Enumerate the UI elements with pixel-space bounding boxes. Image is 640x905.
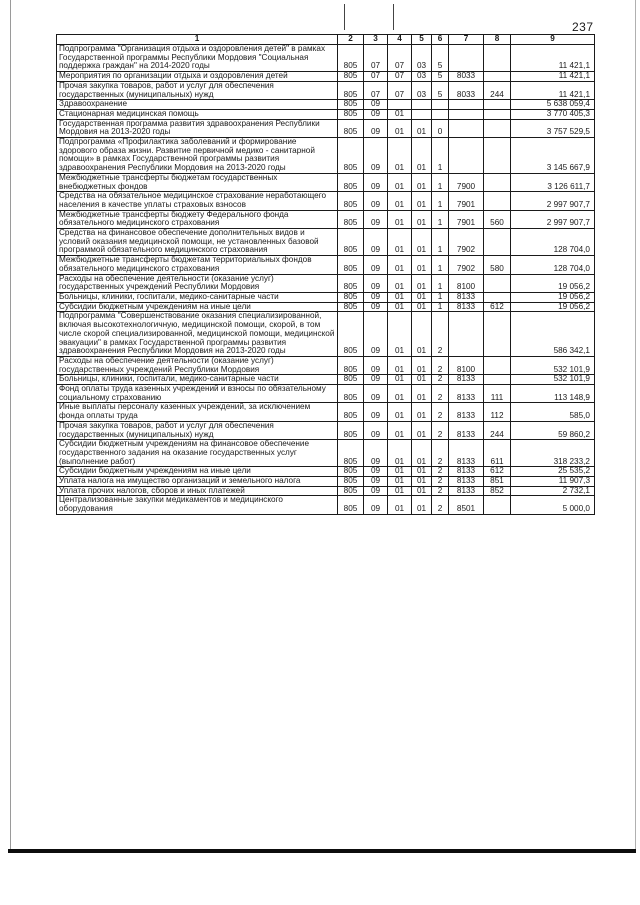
section-cell: 09 — [364, 109, 388, 119]
amount-cell: 128 704,0 — [511, 256, 595, 274]
expense-type-cell — [484, 138, 511, 174]
target-article-cell: 8133 — [449, 421, 484, 439]
admin-code-cell: 805 — [338, 375, 364, 385]
expense-type-cell — [484, 72, 511, 82]
table-row — [57, 385, 595, 403]
row-name-cell: Подпрограмма «Профилактика заболеваний и формирование здорового образа жизни. Развитие первичной медико - санитарной помощи» в рамках Государственной программы развития здравоохранения Республики Мордовия на 2013-2020 годы — [57, 138, 338, 174]
table-row — [57, 100, 595, 110]
section-cell: 09 — [364, 496, 388, 514]
expense-type-cell — [484, 100, 511, 110]
header-cell: 6 — [432, 35, 449, 45]
subsection-cell: 01 — [388, 302, 412, 312]
amount-cell: 2 997 907,7 — [511, 192, 595, 210]
subsection-cell: 01 — [388, 119, 412, 137]
row-name-cell: Здравоохранение — [57, 100, 338, 110]
subsection-cell — [388, 100, 412, 110]
expense-type-cell — [484, 375, 511, 385]
admin-code-cell: 805 — [338, 81, 364, 99]
subprogram-cell: 1 — [432, 210, 449, 228]
subprogram-cell: 1 — [432, 173, 449, 191]
amount-cell: 585,0 — [511, 403, 595, 421]
section-cell: 09 — [364, 421, 388, 439]
subsection-cell: 01 — [388, 274, 412, 292]
admin-code-cell: 805 — [338, 138, 364, 174]
table-row — [57, 403, 595, 421]
section-cell: 09 — [364, 385, 388, 403]
section-cell: 09 — [364, 312, 388, 357]
table-row — [57, 274, 595, 292]
target-article-cell: 8100 — [449, 356, 484, 374]
subprogram-cell: 5 — [432, 72, 449, 82]
header-cell: 2 — [338, 35, 364, 45]
program-cell: 01 — [412, 292, 432, 302]
subsection-cell: 01 — [388, 385, 412, 403]
row-name-cell: Подпрограмма "Совершенствование оказания специализированной, включая высокотехнологичную, медицинской помощи, скорой, в том числе скорой специализированной, медицинской помощи, медицинской эвакуации" в рамках Государственной программы развития здравоохранения Республики Мордовия на 2013-2020 годы — [57, 312, 338, 357]
binding-mark-left — [344, 4, 345, 30]
row-name-cell: Государственная программа развития здравоохранения Республики Мордовия на 2013-2020 годы — [57, 119, 338, 137]
table-row — [57, 292, 595, 302]
page-number: 237 — [572, 20, 594, 34]
amount-cell: 19 056,2 — [511, 274, 595, 292]
amount-cell: 3 757 529,5 — [511, 119, 595, 137]
admin-code-cell: 805 — [338, 45, 364, 72]
table-row — [57, 421, 595, 439]
admin-code-cell: 805 — [338, 210, 364, 228]
expense-type-cell: 851 — [484, 477, 511, 487]
row-name-cell: Расходы на обеспечение деятельности (оказание услуг) государственных учреждений Республики Мордовия — [57, 274, 338, 292]
row-name-cell: Уплата прочих налогов, сборов и иных платежей — [57, 486, 338, 496]
section-cell: 07 — [364, 81, 388, 99]
subsection-cell: 01 — [388, 312, 412, 357]
admin-code-cell: 805 — [338, 440, 364, 467]
section-cell: 09 — [364, 440, 388, 467]
row-name-cell: Мероприятия по организации отдыха и оздоровления детей — [57, 72, 338, 82]
subprogram-cell: 2 — [432, 496, 449, 514]
section-cell: 09 — [364, 375, 388, 385]
row-name-cell: Расходы на обеспечение деятельности (оказание услуг) государственных учреждений Республики Мордовия — [57, 356, 338, 374]
admin-code-cell: 805 — [338, 302, 364, 312]
admin-code-cell: 805 — [338, 119, 364, 137]
amount-cell: 25 535,2 — [511, 467, 595, 477]
subprogram-cell: 5 — [432, 81, 449, 99]
section-cell: 09 — [364, 302, 388, 312]
row-name-cell: Подпрограмма "Организация отдыха и оздоровления детей" в рамках Государственной программы Республики Мордовия "Социальная поддержка граждан" на 2014-2020 годы — [57, 45, 338, 72]
row-name-cell: Прочая закупка товаров, работ и услуг для обеспечения государственных (муниципальных) нужд — [57, 421, 338, 439]
subsection-cell: 07 — [388, 72, 412, 82]
section-cell: 09 — [364, 292, 388, 302]
target-article-cell: 7902 — [449, 229, 484, 256]
amount-cell: 11 421,1 — [511, 81, 595, 99]
target-article-cell — [449, 45, 484, 72]
scan-edge-right — [635, 0, 636, 850]
program-cell: 01 — [412, 312, 432, 357]
expense-type-cell: 111 — [484, 385, 511, 403]
program-cell: 01 — [412, 302, 432, 312]
admin-code-cell: 805 — [338, 274, 364, 292]
table-row — [57, 440, 595, 467]
subsection-cell: 01 — [388, 192, 412, 210]
expense-type-cell: 244 — [484, 81, 511, 99]
subprogram-cell: 1 — [432, 256, 449, 274]
table-row — [57, 119, 595, 137]
header-cell: 3 — [364, 35, 388, 45]
section-cell: 09 — [364, 403, 388, 421]
table-row — [57, 477, 595, 487]
table-row — [57, 45, 595, 72]
program-cell — [412, 109, 432, 119]
subprogram-cell: 5 — [432, 45, 449, 72]
admin-code-cell: 805 — [338, 192, 364, 210]
program-cell: 01 — [412, 356, 432, 374]
subsection-cell: 07 — [388, 81, 412, 99]
admin-code-cell: 805 — [338, 486, 364, 496]
subsection-cell: 01 — [388, 496, 412, 514]
target-article-cell: 8033 — [449, 72, 484, 82]
row-name-cell: Больницы, клиники, госпитали, медико-санитарные части — [57, 375, 338, 385]
expense-type-cell — [484, 274, 511, 292]
admin-code-cell: 805 — [338, 292, 364, 302]
program-cell: 01 — [412, 192, 432, 210]
admin-code-cell: 805 — [338, 356, 364, 374]
expense-type-cell — [484, 229, 511, 256]
subsection-cell: 01 — [388, 256, 412, 274]
program-cell: 01 — [412, 440, 432, 467]
budget-table — [56, 34, 595, 515]
subprogram-cell: 1 — [432, 292, 449, 302]
section-cell: 07 — [364, 72, 388, 82]
expense-type-cell — [484, 109, 511, 119]
expense-type-cell — [484, 45, 511, 72]
admin-code-cell: 805 — [338, 109, 364, 119]
amount-cell: 318 233,2 — [511, 440, 595, 467]
subsection-cell: 01 — [388, 109, 412, 119]
subprogram-cell: 1 — [432, 138, 449, 174]
binding-mark-right — [393, 4, 394, 30]
admin-code-cell: 805 — [338, 256, 364, 274]
header-cell: 7 — [449, 35, 484, 45]
expense-type-cell: 580 — [484, 256, 511, 274]
expense-type-cell: 612 — [484, 467, 511, 477]
target-article-cell: 7902 — [449, 256, 484, 274]
amount-cell: 532 101,9 — [511, 375, 595, 385]
amount-cell: 2 732,1 — [511, 486, 595, 496]
table-row — [57, 81, 595, 99]
table-row — [57, 210, 595, 228]
target-article-cell — [449, 138, 484, 174]
subsection-cell: 01 — [388, 356, 412, 374]
row-name-cell: Уплата налога на имущество организаций и земельного налога — [57, 477, 338, 487]
admin-code-cell: 805 — [338, 467, 364, 477]
subsection-cell: 01 — [388, 229, 412, 256]
program-cell: 01 — [412, 229, 432, 256]
program-cell: 03 — [412, 72, 432, 82]
amount-cell: 113 148,9 — [511, 385, 595, 403]
amount-cell: 128 704,0 — [511, 229, 595, 256]
expense-type-cell — [484, 312, 511, 357]
header-cell: 8 — [484, 35, 511, 45]
subprogram-cell: 1 — [432, 192, 449, 210]
program-cell: 01 — [412, 421, 432, 439]
expense-type-cell: 112 — [484, 403, 511, 421]
amount-cell: 532 101,9 — [511, 356, 595, 374]
expense-type-cell — [484, 496, 511, 514]
amount-cell: 586 342,1 — [511, 312, 595, 357]
target-article-cell: 8100 — [449, 274, 484, 292]
table-row — [57, 256, 595, 274]
subprogram-cell: 2 — [432, 385, 449, 403]
expense-type-cell — [484, 119, 511, 137]
program-cell: 03 — [412, 45, 432, 72]
row-name-cell: Стационарная медицинская помощь — [57, 109, 338, 119]
section-cell: 09 — [364, 486, 388, 496]
header-cell: 4 — [388, 35, 412, 45]
target-article-cell — [449, 312, 484, 357]
program-cell: 03 — [412, 81, 432, 99]
program-cell: 01 — [412, 467, 432, 477]
target-article-cell: 8133 — [449, 292, 484, 302]
target-article-cell: 8133 — [449, 467, 484, 477]
section-cell: 09 — [364, 119, 388, 137]
row-name-cell: Межбюджетные трансферты бюджетам государственных внебюджетных фондов — [57, 173, 338, 191]
program-cell: 01 — [412, 256, 432, 274]
program-cell: 01 — [412, 403, 432, 421]
table-row — [57, 356, 595, 374]
subprogram-cell: 0 — [432, 119, 449, 137]
section-cell: 09 — [364, 356, 388, 374]
row-name-cell: Межбюджетные трансферты бюджетам территориальных фондов обязательного медицинского страхования — [57, 256, 338, 274]
subprogram-cell: 2 — [432, 467, 449, 477]
program-cell: 01 — [412, 477, 432, 487]
header-cell: 5 — [412, 35, 432, 45]
section-cell: 09 — [364, 173, 388, 191]
row-name-cell: Субсидии бюджетным учреждениям на финансовое обеспечение государственного задания на оказание государственных услуг (выполнение работ) — [57, 440, 338, 467]
row-name-cell: Централизованные закупки медикаментов и медицинского оборудования — [57, 496, 338, 514]
expense-type-cell: 612 — [484, 302, 511, 312]
program-cell: 01 — [412, 385, 432, 403]
subsection-cell: 01 — [388, 467, 412, 477]
amount-cell: 3 770 405,3 — [511, 109, 595, 119]
subprogram-cell: 2 — [432, 375, 449, 385]
admin-code-cell: 805 — [338, 72, 364, 82]
section-cell: 09 — [364, 138, 388, 174]
program-cell: 01 — [412, 210, 432, 228]
bottom-rule — [8, 849, 636, 853]
table-body — [57, 45, 595, 515]
subprogram-cell: 2 — [432, 356, 449, 374]
row-name-cell: Средства на обязательное медицинское страхование неработающего населения в качестве уплаты страховых взносов — [57, 192, 338, 210]
header-cell: 1 — [57, 35, 338, 45]
program-cell: 01 — [412, 375, 432, 385]
table-row — [57, 138, 595, 174]
subsection-cell: 01 — [388, 210, 412, 228]
amount-cell: 11 907,3 — [511, 477, 595, 487]
admin-code-cell: 805 — [338, 173, 364, 191]
section-cell: 09 — [364, 192, 388, 210]
program-cell — [412, 100, 432, 110]
target-article-cell: 7901 — [449, 210, 484, 228]
subsection-cell: 07 — [388, 45, 412, 72]
row-name-cell: Субсидии бюджетным учреждениям на иные цели — [57, 302, 338, 312]
subprogram-cell: 2 — [432, 403, 449, 421]
subsection-cell: 01 — [388, 486, 412, 496]
amount-cell: 3 145 667,9 — [511, 138, 595, 174]
expense-type-cell — [484, 356, 511, 374]
subsection-cell: 01 — [388, 440, 412, 467]
table-row — [57, 173, 595, 191]
target-article-cell: 8133 — [449, 440, 484, 467]
row-name-cell: Прочая закупка товаров, работ и услуг для обеспечения государственных (муниципальных) нужд — [57, 81, 338, 99]
admin-code-cell: 805 — [338, 477, 364, 487]
expense-type-cell — [484, 173, 511, 191]
table-row — [57, 312, 595, 357]
table-row — [57, 229, 595, 256]
row-name-cell: Больницы, клиники, госпитали, медико-санитарные части — [57, 292, 338, 302]
row-name-cell: Иные выплаты персоналу казенных учреждений, за исключением фонда оплаты труда — [57, 403, 338, 421]
header-row — [57, 35, 595, 45]
amount-cell: 5 000,0 — [511, 496, 595, 514]
section-cell: 09 — [364, 100, 388, 110]
subprogram-cell: 2 — [432, 477, 449, 487]
target-article-cell: 8133 — [449, 477, 484, 487]
expense-type-cell: 560 — [484, 210, 511, 228]
amount-cell: 11 421,1 — [511, 45, 595, 72]
admin-code-cell: 805 — [338, 496, 364, 514]
target-article-cell: 8033 — [449, 81, 484, 99]
program-cell: 01 — [412, 138, 432, 174]
admin-code-cell: 805 — [338, 229, 364, 256]
amount-cell: 11 421,1 — [511, 72, 595, 82]
target-article-cell — [449, 100, 484, 110]
row-name-cell: Субсидии бюджетным учреждениям на иные цели — [57, 467, 338, 477]
amount-cell: 5 638 059,4 — [511, 100, 595, 110]
amount-cell: 2 997 907,7 — [511, 210, 595, 228]
admin-code-cell: 805 — [338, 421, 364, 439]
admin-code-cell: 805 — [338, 312, 364, 357]
expense-type-cell: 244 — [484, 421, 511, 439]
target-article-cell: 8133 — [449, 385, 484, 403]
section-cell: 09 — [364, 256, 388, 274]
row-name-cell: Фонд оплаты труда казенных учреждений и взносы по обязательному социальному страхованию — [57, 385, 338, 403]
subsection-cell: 01 — [388, 138, 412, 174]
target-article-cell: 8133 — [449, 486, 484, 496]
program-cell: 01 — [412, 496, 432, 514]
row-name-cell: Средства на финансовое обеспечение дополнительных видов и условий оказания медицинской помощи, не установленных базовой программой обязательного медицинского страхования — [57, 229, 338, 256]
program-cell: 01 — [412, 173, 432, 191]
header-cell: 9 — [511, 35, 595, 45]
subprogram-cell: 1 — [432, 302, 449, 312]
expense-type-cell — [484, 292, 511, 302]
amount-cell: 19 056,2 — [511, 292, 595, 302]
section-cell: 09 — [364, 210, 388, 228]
subsection-cell: 01 — [388, 477, 412, 487]
subprogram-cell: 1 — [432, 274, 449, 292]
target-article-cell: 8133 — [449, 403, 484, 421]
subprogram-cell: 1 — [432, 229, 449, 256]
target-article-cell: 8501 — [449, 496, 484, 514]
subsection-cell: 01 — [388, 292, 412, 302]
subprogram-cell — [432, 100, 449, 110]
admin-code-cell: 805 — [338, 100, 364, 110]
target-article-cell — [449, 119, 484, 137]
table-row — [57, 72, 595, 82]
subsection-cell: 01 — [388, 173, 412, 191]
expense-type-cell: 611 — [484, 440, 511, 467]
subsection-cell: 01 — [388, 403, 412, 421]
scan-edge-left — [10, 0, 11, 850]
admin-code-cell: 805 — [338, 385, 364, 403]
subsection-cell: 01 — [388, 375, 412, 385]
subprogram-cell: 2 — [432, 421, 449, 439]
target-article-cell: 8133 — [449, 302, 484, 312]
section-cell: 07 — [364, 45, 388, 72]
table-row — [57, 496, 595, 514]
target-article-cell: 8133 — [449, 375, 484, 385]
program-cell: 01 — [412, 486, 432, 496]
section-cell: 09 — [364, 274, 388, 292]
target-article-cell — [449, 109, 484, 119]
subsection-cell: 01 — [388, 421, 412, 439]
subprogram-cell: 2 — [432, 440, 449, 467]
expense-type-cell: 852 — [484, 486, 511, 496]
subprogram-cell: 2 — [432, 486, 449, 496]
table-row — [57, 109, 595, 119]
subprogram-cell — [432, 109, 449, 119]
amount-cell: 3 126 611,7 — [511, 173, 595, 191]
target-article-cell: 7901 — [449, 192, 484, 210]
program-cell: 01 — [412, 274, 432, 292]
table-row — [57, 192, 595, 210]
admin-code-cell: 805 — [338, 403, 364, 421]
target-article-cell: 7900 — [449, 173, 484, 191]
subprogram-cell: 2 — [432, 312, 449, 357]
row-name-cell: Межбюджетные трансферты бюджету Федерального фонда обязательного медицинского страхования — [57, 210, 338, 228]
section-cell: 09 — [364, 229, 388, 256]
amount-cell: 19 056,2 — [511, 302, 595, 312]
section-cell: 09 — [364, 477, 388, 487]
expense-type-cell — [484, 192, 511, 210]
amount-cell: 59 860,2 — [511, 421, 595, 439]
section-cell: 09 — [364, 467, 388, 477]
program-cell: 01 — [412, 119, 432, 137]
